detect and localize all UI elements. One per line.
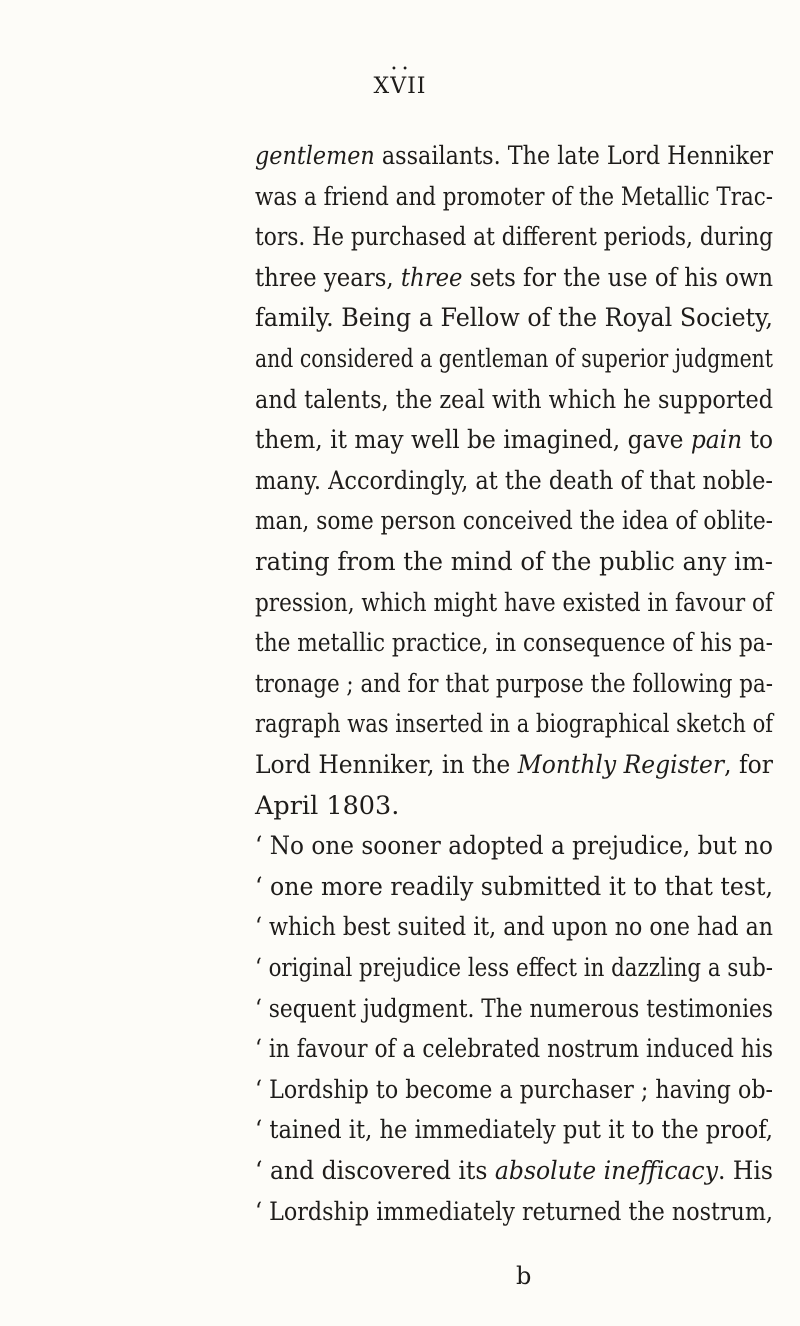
text-line [255,826,773,866]
text-line [255,704,773,744]
text-line [255,867,773,907]
text-line [255,583,773,623]
text-line [255,745,773,785]
text-run: and considered a gentleman of superior judgment [255,344,773,374]
text-line [255,1110,773,1150]
text-run: to [742,425,773,456]
text-run: April 1803. [255,790,400,821]
text-run: ‘ Lordship immediately returned the nostrum, [255,1196,773,1227]
text-line [255,1192,773,1232]
text-run: assailants. The late Lord Henniker [374,141,773,171]
text-line [255,623,773,663]
text-line [255,948,773,988]
text-run: them, it may well be imagined, gave [255,425,691,456]
text-line [255,501,773,541]
text-line [255,136,773,176]
text-line [255,989,773,1029]
text-line [255,380,773,420]
text-run: the metallic practice, in consequence of his pa- [255,628,773,659]
text-run: many. Accordingly, at the death of that noble- [255,465,773,496]
signature-mark: b [516,1262,532,1290]
page-number: XVII [373,74,427,99]
text-run: sets for the use of his own [462,262,773,293]
text-run: ‘ original prejudice less effect in dazzling a sub- [255,953,773,983]
header-ornament: • • [391,64,409,75]
text-line [255,907,773,947]
text-run: . His [717,1156,773,1186]
text-run: ‘ No one sooner adopted a prejudice, but no [255,831,773,862]
text-line [255,258,773,298]
page-header [0,66,800,99]
text-line [255,298,773,338]
italic-text: absolute inefficacy [494,1156,718,1186]
italic-text: pain [690,425,743,456]
text-line [255,1029,773,1069]
text-line [255,217,773,257]
italic-text: three [400,262,463,293]
text-run: ragraph was inserted in a biographical sketch of [255,709,773,740]
text-run: ‘ tained it, he immediately put it to the proof, [255,1115,773,1146]
text-run: man, some person conceived the idea of oblite- [255,506,773,537]
text-run: three years, [255,262,401,293]
text-run: ‘ sequent judgment. The numerous testimonies [255,993,773,1024]
text-run: ‘ and discovered its [255,1156,495,1186]
text-run: tronage ; and for that purpose the following pa- [255,668,773,699]
text-line [255,664,773,704]
text-run: and talents, the zeal with which he supported [255,384,773,415]
text-line [255,1070,773,1110]
italic-text: gentlemen [255,141,375,171]
text-run: family. Being a Fellow of the Royal Society, [255,303,773,334]
text-run: , for [724,750,773,780]
text-line [255,542,773,582]
text-run: ‘ one more readily submitted it to that test, [255,871,773,902]
text-run: pression, which might have existed in favour of [255,587,773,618]
text-run: ‘ which best suited it, and upon no one had an [255,912,773,943]
text-line [255,1151,773,1191]
text-line [255,786,399,826]
text-run: Lord Henniker, in the [255,750,518,780]
text-line [255,461,773,501]
text-run: ‘ in favour of a celebrated nostrum induced his [255,1034,773,1065]
text-line [255,420,773,460]
text-line [255,339,773,379]
text-run: ‘ Lordship to become a purchaser ; having ob- [255,1074,773,1105]
text-run: was a friend and promoter of the Metallic Trac- [255,181,773,212]
text-run: rating from the mind of the public any im- [255,547,773,577]
italic-text: Monthly Register [517,750,725,780]
text-line [255,177,773,217]
text-run: tors. He purchased at different periods, during [255,222,773,253]
